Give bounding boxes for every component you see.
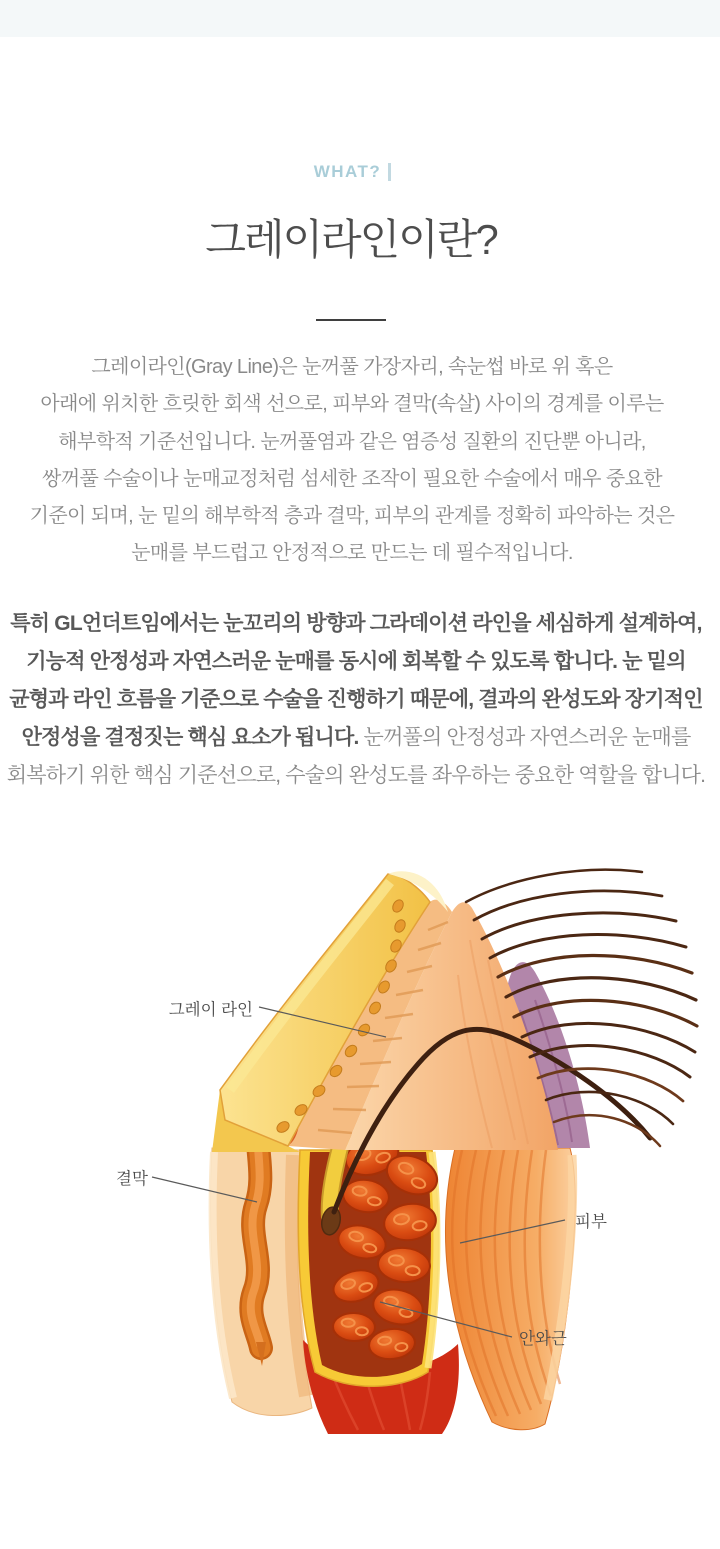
emphasis-regular-fragment: 눈꺼풀의 안정성과 자연스러운 눈매를: [358, 726, 691, 749]
emphasis-paragraph: [0, 605, 712, 795]
intro-line: 아래에 위치한 흐릿한 회색 선으로, 피부와 결막(속살) 사이의 경계를 이루는: [40, 393, 664, 416]
intro-line: 해부학적 기준선입니다. 눈꺼풀염과 같은 염증성 질환의 진단뿐 아니라,: [58, 430, 646, 453]
intro-line: 쌍꺼풀 수술이나 눈매교정처럼 섬세한 조작이 필요한 수술에서 매우 중요한: [42, 467, 662, 490]
top-section-divider-bar: [0, 0, 720, 37]
intro-line: 그레이라인(Gray Line)은 눈꺼풀 가장자리, 속눈썹 바로 위 혹은: [91, 356, 613, 378]
label-orbicularis: 안와근: [519, 1330, 567, 1348]
lower-cross-section: [211, 1104, 576, 1434]
page-title: 그레이라인이란?: [205, 216, 497, 263]
outer-skin-band: [445, 1148, 575, 1430]
emphasis-line-mixed: [0, 719, 712, 757]
eyelid-anatomy-illustration: [0, 858, 720, 1438]
intro-paragraph: [0, 349, 704, 573]
emphasis-line: 기능적 안정성과 자연스러운 눈매를 동시에 회복할 수 있도록 합니다. 눈 밑의: [26, 650, 686, 673]
label-conjunctiva: 결막: [116, 1170, 148, 1188]
emphasis-bold-fragment: 안정성을 결정짓는 핵심 요소가 됩니다.: [21, 726, 359, 749]
label-skin: 피부: [575, 1213, 607, 1231]
emphasis-line: 특히 GL언더트임에서는 눈꼬리의 방향과 그라데이션 라인을 세심하게 설계하여,: [10, 612, 702, 635]
section-eyebrow: [0, 162, 705, 182]
what-label: WHAT?: [313, 162, 382, 181]
intro-line: 눈매를 부드럽고 안정적으로 만드는 데 필수적입니다.: [131, 542, 573, 565]
text-cursor-decoration: [388, 163, 391, 181]
orbicularis-compartment: [298, 1131, 443, 1387]
emphasis-line: 회복하기 위한 핵심 기준선으로, 수술의 완성도를 좌우하는 중요한 역할을 합니다.: [6, 764, 706, 787]
title-divider-line: [316, 319, 386, 321]
intro-line: 기준이 되며, 눈 밑의 해부학적 층과 결막, 피부의 관계를 정확히 파악하는 것은: [29, 505, 675, 528]
label-gray-line: 그레이 라인: [168, 1001, 253, 1019]
emphasis-line: 균형과 라인 흐름을 기준으로 수술을 진행하기 때문에, 결과의 완성도와 장기적인: [9, 688, 703, 711]
upper-eyelid-band: [212, 871, 590, 1152]
